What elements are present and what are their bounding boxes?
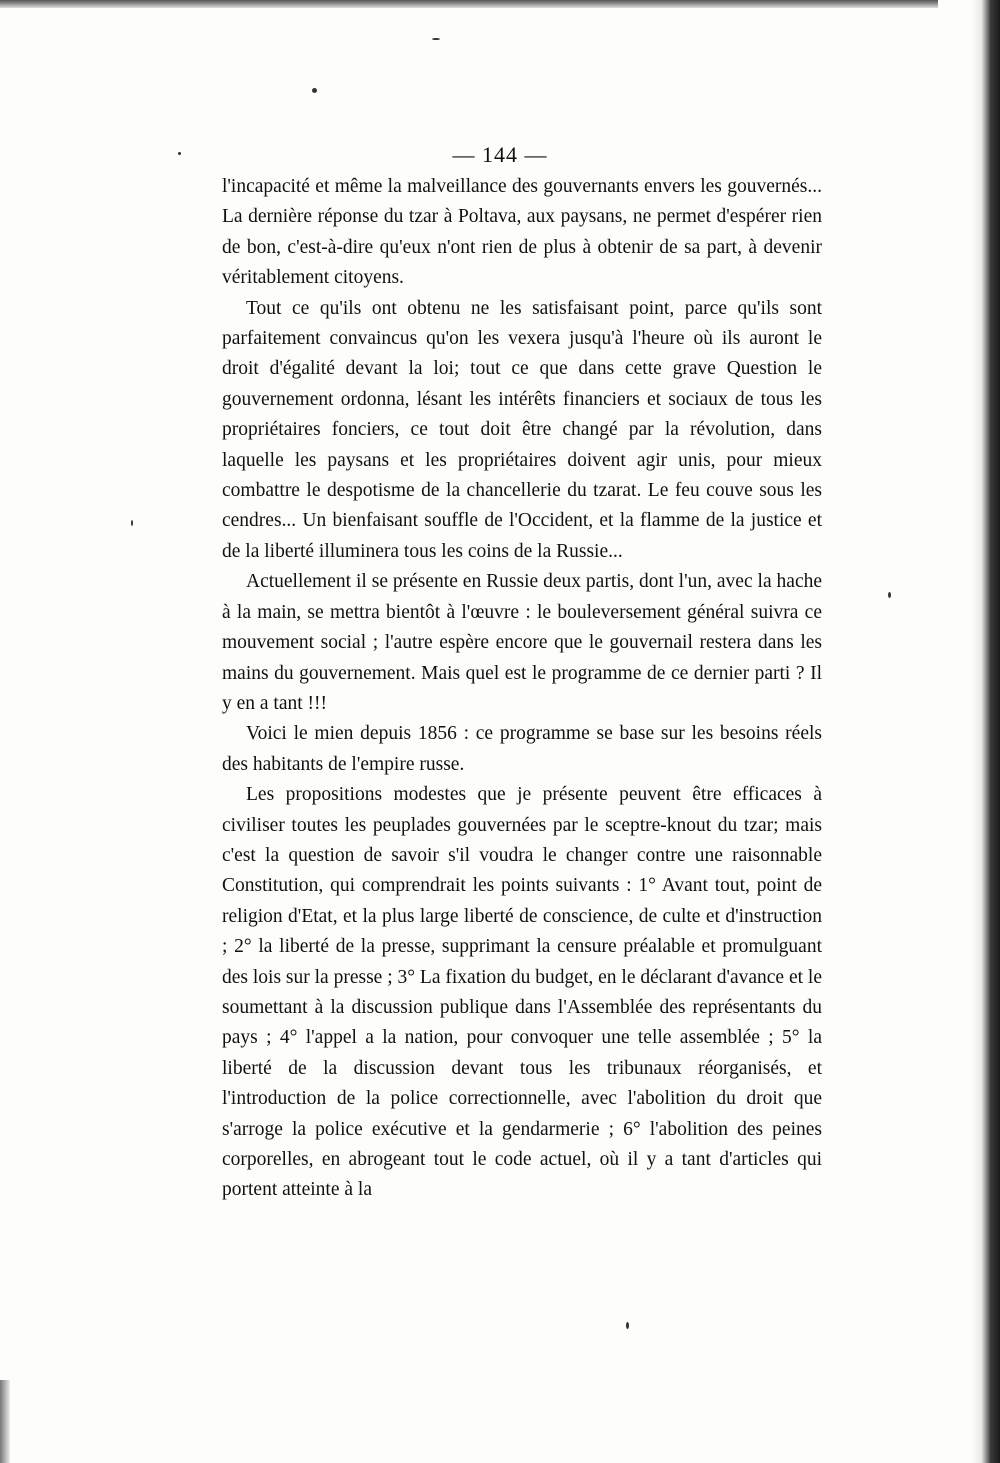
scan-speck — [626, 1322, 629, 1329]
scan-speck — [131, 520, 133, 526]
paragraph-2: Tout ce qu'ils ont obtenu ne les satisfaisant point, parce qu'ils sont parfaitement convaincus qu'on les vexera jusqu'à l'heure où ils auront le droit d'égalité devant la loi; tout ce que dans cette grave Question le gouvernement ordonna, lésant les intérêts financiers et sociaux de tous les propriétaires fonciers, ce tout doit être changé par la révolution, dans laquelle les paysans et les propriétaires doivent agir unis, pour mieux combattre le despotisme de la chancellerie du tzarat. Le feu couve sous les cendres... Un bienfaisant souffle de l'Occident, et la flamme de la justice et de la liberté illuminera tous les coins de la Russie... — [222, 297, 822, 562]
scan-speck — [888, 592, 891, 598]
scan-speck — [432, 38, 440, 40]
paragraph-5: Les propositions modestes que je présente peuvent être efficaces à civiliser toutes les peuplades gouvernées par le sceptre-knout du tzar; mais c'est la question de savoir s'il voudra le changer contre une raisonnable Constitution, qui comprendrait les points suivants : 1° Avant tout, point de religion d'Etat, et la plus large liberté de conscience, de culte et d'instruction ; 2° la liberté de la presse, supprimant la censure préalable et promulguant des lois sur la presse ; 3° La fixation du budget, en le déclarant d'avance et le soumettant à la discussion publique dans l'Assemblée des représentants du pays ; 4° l'appel a la nation, pour convoquer une telle assemblée ; 5° la liberté de la discussion devant tous les tribunaux réorganisés, et l'introduction de la police correctionnelle, avec l'abolition du droit que s'arroge la police exécutive et la gendarmerie ; 6° l'abolition des peines corporelles, en abrogeant tout le code actuel, où il y a tant d'articles qui portent atteinte à la — [222, 784, 822, 1201]
paragraph-4: Voici le mien depuis 1856 : ce programme se base sur les besoins réels des habitants de l'empire russe. — [222, 723, 822, 775]
paragraph-1: l'incapacité et même la malveillance des gouvernants envers les gouvernés... La dernière réponse du tzar à Poltava, aux paysans, ne permet d'espérer rien de bon, c'est-à-dire qu'eux n'ont rien de plus à obtenir de sa part, à devenir véritablement citoyens. — [222, 176, 822, 289]
scan-left-edge — [0, 1380, 10, 1463]
scan-top-edge — [0, 0, 1000, 8]
scan-speck — [178, 152, 181, 155]
body-text — [222, 172, 822, 1206]
scan-right-edge — [938, 0, 1000, 1463]
scan-speck — [312, 88, 317, 93]
paragraph-3: Actuellement il se présente en Russie deux partis, dont l'un, avec la hache à la main, se mettra bientôt à l'œuvre : le bouleversement général suivra ce mouvement social ; l'autre espère encore que le gouvernail restera dans les mains du gouvernement. Mais quel est le programme de ce dernier parti ? Il y en a tant !!! — [222, 571, 822, 714]
page-number: — 144 — — [452, 142, 548, 167]
